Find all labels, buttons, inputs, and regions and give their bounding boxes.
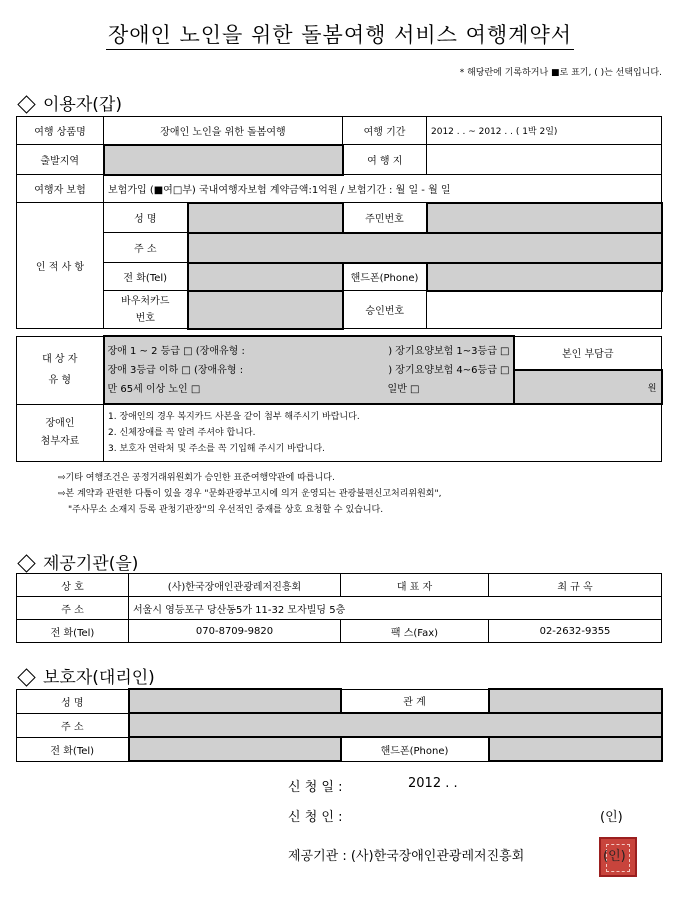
voucher-field[interactable] <box>188 291 343 329</box>
apply-date-label: 신 청 일 : <box>288 780 343 795</box>
product-label: 여행 상품명 <box>17 117 104 145</box>
applicant-label: 신 청 인 : <box>288 810 343 825</box>
guardian-name-label: 성 명 <box>17 689 129 713</box>
address-label: 주 소 <box>104 233 188 263</box>
depart-field[interactable] <box>104 145 343 175</box>
phone-label: 핸드폰(Phone) <box>343 263 427 291</box>
product-value: 장애인 노인을 위한 돌봄여행 <box>104 117 343 145</box>
section-provider-heading: 제공기관(을) <box>16 549 138 574</box>
diamond-icon <box>17 668 35 686</box>
phone-field[interactable] <box>427 263 662 291</box>
period-field[interactable]: 2012 . . ~ 2012 . . ( 1박 2일) <box>427 117 662 145</box>
name-label: 성 명 <box>104 203 188 233</box>
guardian-phone-field[interactable] <box>489 737 662 761</box>
diamond-icon <box>17 95 35 113</box>
rrn-label: 주민번호 <box>343 203 427 233</box>
guardian-tel-label: 전 화(Tel) <box>17 737 129 761</box>
period-label: 여행 기간 <box>343 117 427 145</box>
provider-address-value: 서울시 영등포구 당산동5가 11-32 모자빌딩 5층 <box>129 597 662 620</box>
target-options[interactable]: 장애 1 ~ 2 등급 □ (장애유형 : ) 장기요양보험 1~3등급 □ 장애 3등급 이하 □ (장애유형 : ) 장기요양보험 4~6등급 □ 만 65세 이상 노인 □ 일반 □ <box>104 336 514 404</box>
rrn-field[interactable] <box>427 203 662 233</box>
guardian-name-field[interactable] <box>129 689 341 713</box>
company-value: (사)한국장애인관광레저진흥회 <box>129 574 341 597</box>
provider-fax-label: 팩 스(Fax) <box>341 620 489 643</box>
section-user-heading: 이용자(갑) <box>16 90 122 115</box>
section-guardian-heading: 보호자(대리인) <box>16 663 155 688</box>
guardian-tel-field[interactable] <box>129 737 341 761</box>
guardian-phone-label: 핸드폰(Phone) <box>341 737 489 761</box>
company-label: 상 호 <box>17 574 129 597</box>
burden-label: 본인 부담금 <box>514 336 662 370</box>
burden-field[interactable]: 원 <box>514 370 662 404</box>
target-table <box>16 335 663 462</box>
insurance-value: 보험가입 (■여□부) 국내여행자보험 계약금액:1억원 / 보험기간 : 월 일 - 월 일 <box>104 175 662 203</box>
applicant-seal-mark: (인) <box>600 810 623 825</box>
provider-table <box>16 573 662 643</box>
approval-label: 승인번호 <box>343 291 427 329</box>
depart-label: 출발지역 <box>17 145 104 175</box>
guardian-relation-label: 관 계 <box>341 689 489 713</box>
terms-notes: ⇨기타 여행조건은 공정거래위원회가 승인한 표준여행약관에 따릅니다. ⇨본 계약과 관련한 다툼이 있을 경우 "문화관광부고시에 의거 운영되는 관광불편신고처리위원회", "주사무소 소재지 등록 관청기관장"의 우선적인 중재를 상호 요청할 수 있습니다. <box>58 473 442 515</box>
insurance-label: 여행자 보험 <box>17 175 104 203</box>
guardian-address-field[interactable] <box>129 713 662 737</box>
provider-tel-label: 전 화(Tel) <box>17 620 129 643</box>
voucher-label: 바우처카드 번호 <box>104 291 188 329</box>
approval-field[interactable] <box>427 291 662 329</box>
apply-date-field[interactable]: 2012 . . <box>408 776 458 791</box>
attach-label: 장애인 첨부자료 <box>17 404 104 461</box>
tel-label: 전 화(Tel) <box>104 263 188 291</box>
provider-address-label: 주 소 <box>17 597 129 620</box>
guardian-address-label: 주 소 <box>17 713 129 737</box>
document-title: 장애인 노인을 위한 돌봄여행 서비스 여행계약서 <box>0 19 680 49</box>
dest-field[interactable] <box>427 145 662 175</box>
diamond-icon <box>17 554 35 572</box>
tel-field[interactable] <box>188 263 343 291</box>
personal-label: 인 적 사 항 <box>17 203 104 329</box>
guardian-relation-field[interactable] <box>489 689 662 713</box>
rep-label: 대 표 자 <box>341 574 489 597</box>
provider-fax-value: 02-2632-9355 <box>489 620 662 643</box>
guardian-table <box>16 688 663 762</box>
provider-seal-mark: (인) <box>603 849 626 864</box>
target-type-label: 대 상 자 유 형 <box>17 336 104 404</box>
attach-instructions: 1. 장애인의 경우 복지카드 사본을 같이 첨부 해주시기 바랍니다. 2. 신체장애를 꼭 알려 주셔야 합니다. 3. 보호자 연락처 및 주소를 꼭 기입해 주시기 바랍니다. <box>104 404 662 461</box>
address-field[interactable] <box>188 233 662 263</box>
name-field[interactable] <box>188 203 343 233</box>
user-info-table <box>16 116 663 330</box>
dest-label: 여 행 지 <box>343 145 427 175</box>
provider-sign-line: 제공기관 : (사)한국장애인관광레저진흥회 <box>288 849 525 864</box>
rep-value: 최 규 옥 <box>489 574 662 597</box>
instruction-note: * 해당란에 기록하거나 ■로 표기, ( )는 선택입니다. <box>459 68 662 78</box>
provider-tel-value: 070-8709-9820 <box>129 620 341 643</box>
